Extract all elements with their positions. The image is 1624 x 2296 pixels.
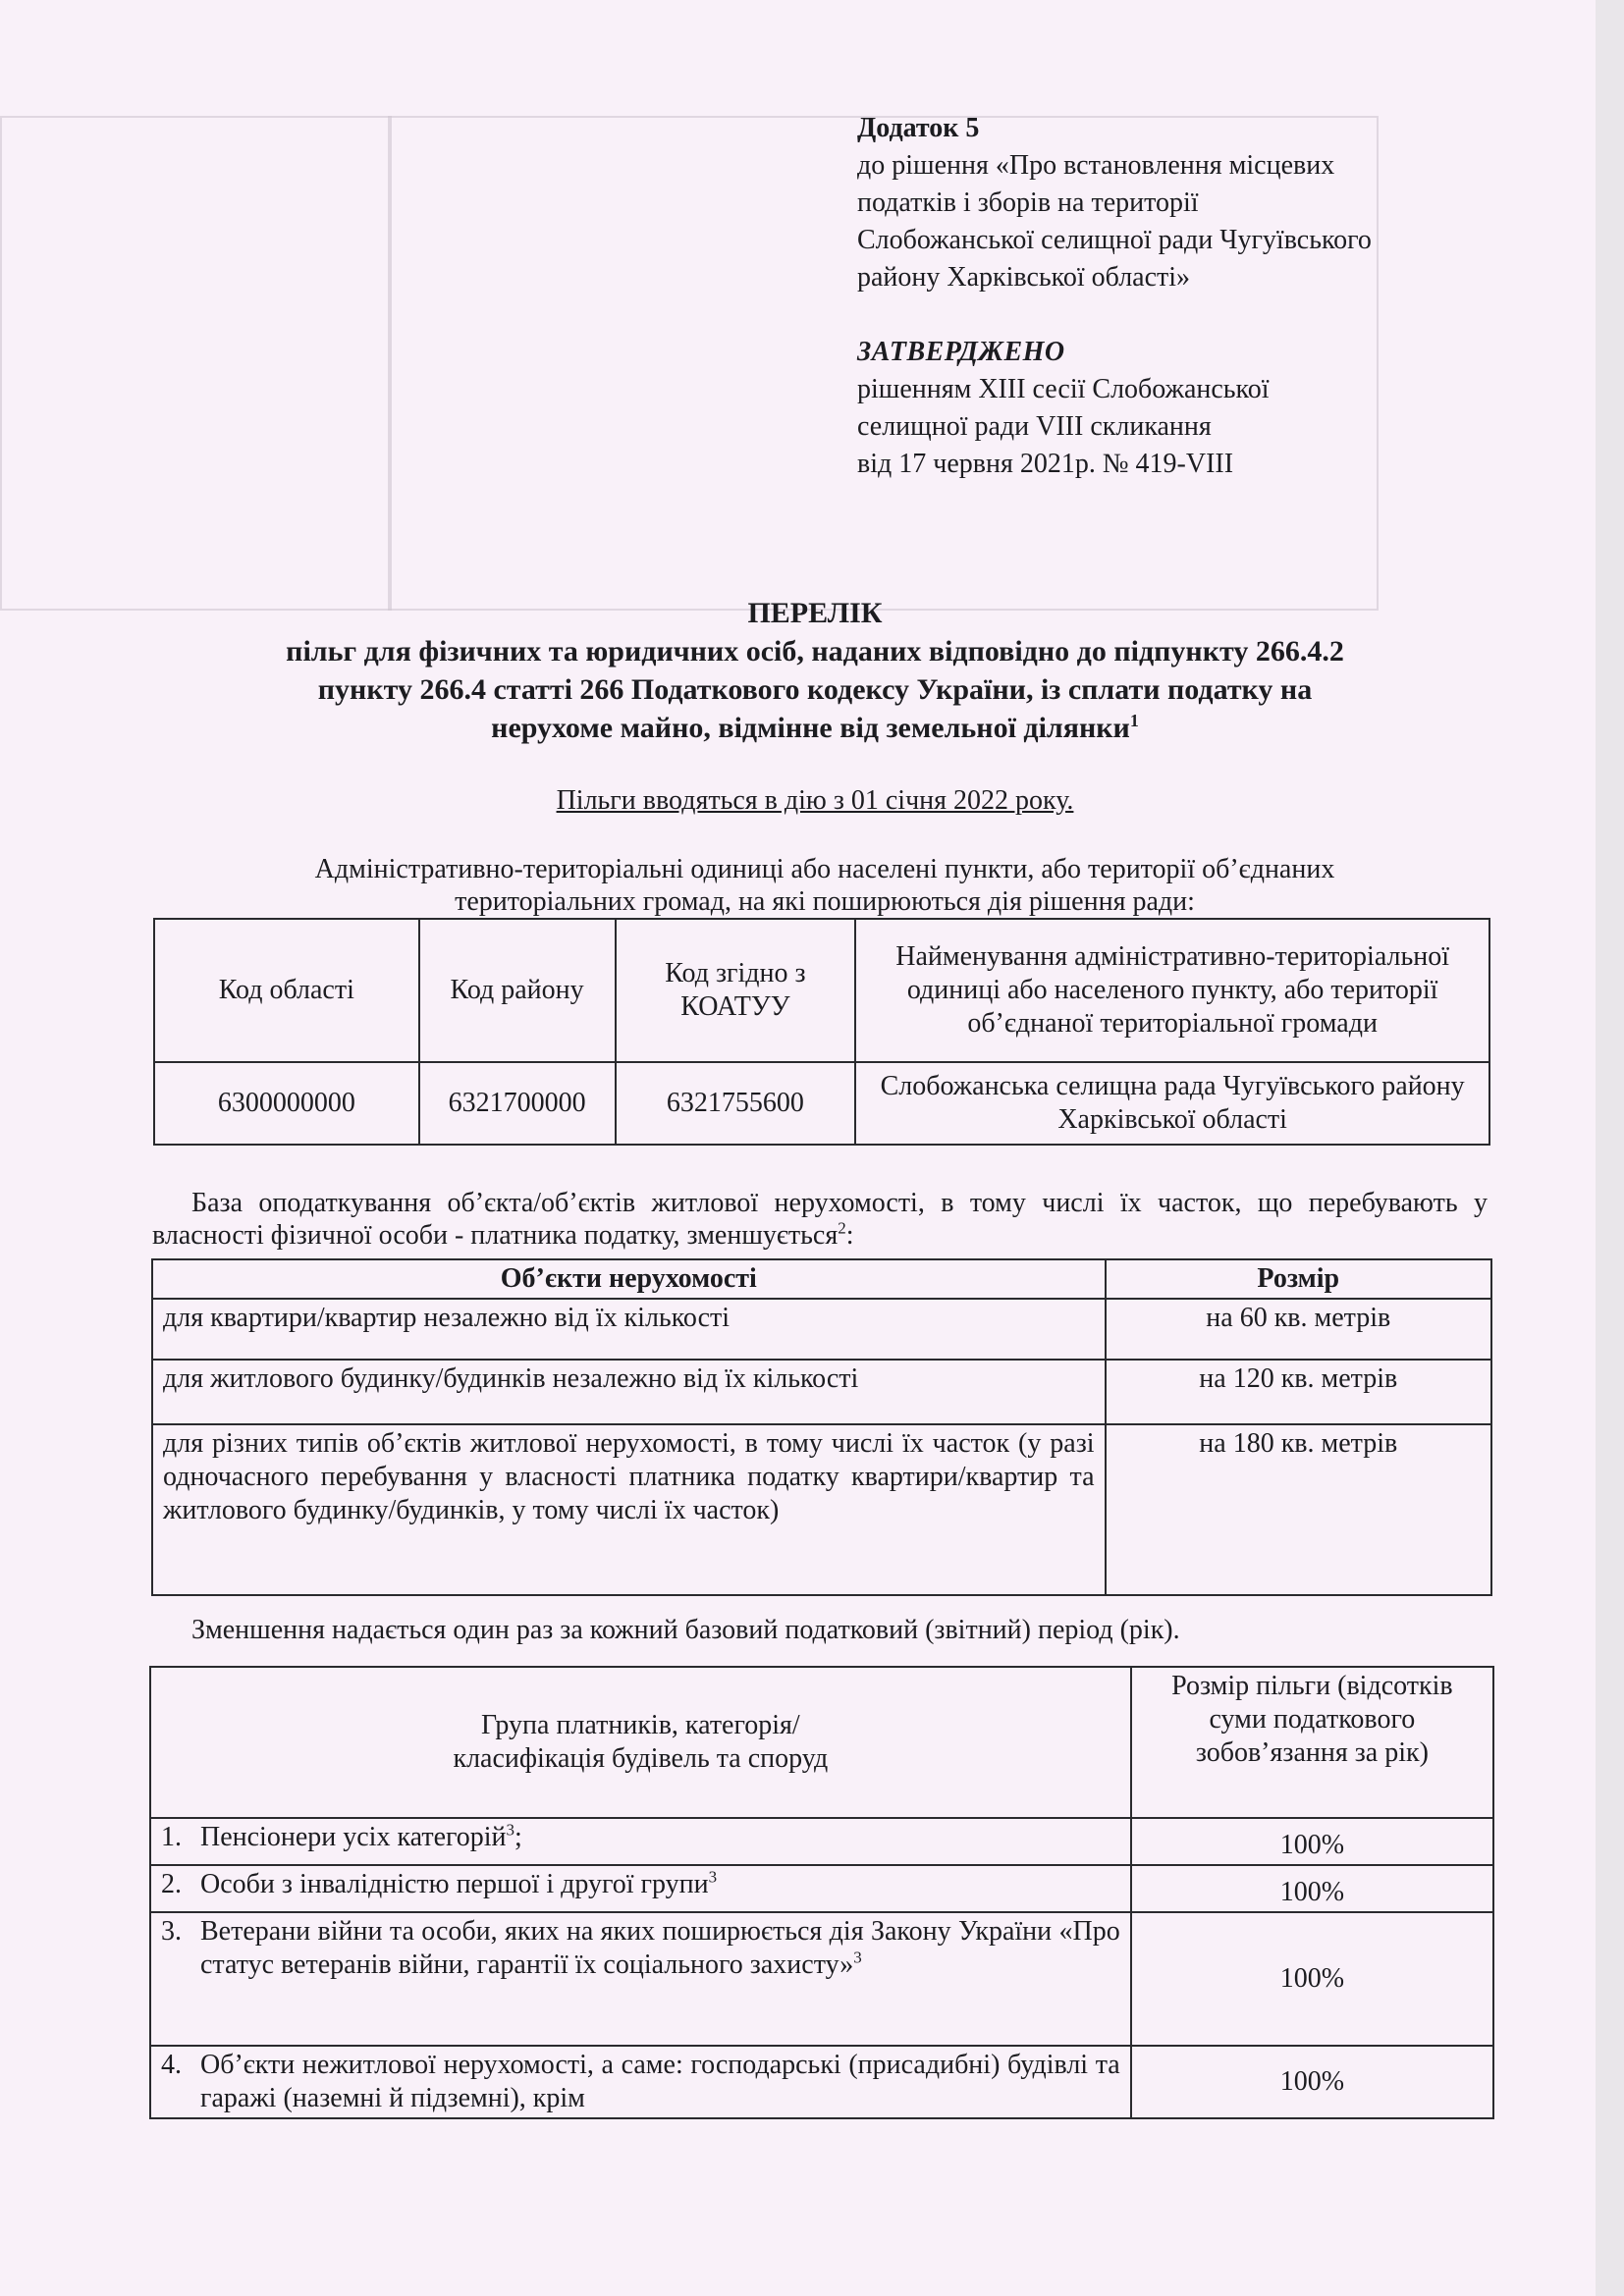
header-size: Розмір: [1106, 1259, 1491, 1299]
cell-benefit-size: 100%: [1131, 1912, 1493, 2046]
table-row: [152, 1424, 1491, 1595]
table-row: [150, 1912, 1493, 2046]
header-benefit-size: Розмір пільги (відсотків суми податкового зобов’язання за рік): [1131, 1667, 1493, 1818]
effective-date-note: Пільги вводяться в дію з 01 січня 2022 року.: [556, 785, 1074, 816]
cell-benefit-size: 100%: [1131, 1818, 1493, 1865]
table-header-row: [154, 919, 1489, 1062]
base-table: [151, 1258, 1492, 1596]
territory-table: [153, 918, 1490, 1146]
cell-region-code: 6300000000: [154, 1062, 419, 1145]
benefits-table: [149, 1666, 1494, 2119]
cell-size: на 120 кв. метрів: [1106, 1360, 1491, 1424]
header-district-code: Код району: [419, 919, 616, 1062]
table-header-row: [152, 1259, 1491, 1299]
cell-object: для різних типів об’єктів житлової нерухомості, в тому числі їх часток (у разі одночасного перебування у власності платника податку квартири/квартир та житлового будинку/будинків, у тому числі їх часток): [152, 1424, 1106, 1595]
decision-line: до рішення «Про встановлення місцевих: [857, 150, 1335, 181]
cell-object: для житлового будинку/будинків незалежно від їх кількості: [152, 1360, 1106, 1424]
table-row: [150, 1818, 1493, 1865]
title-line: пункту 266.4 статті 266 Податкового кодексу України, із сплати податку на: [317, 673, 1313, 706]
reduction-note: Зменшення надається один раз за кожний базовий податковий (звітний) період (рік).: [191, 1615, 1180, 1645]
cell-size: на 180 кв. метрів: [1106, 1424, 1491, 1595]
approved-line: рішенням XIII сесії Слобожанської: [857, 374, 1270, 404]
cell-size: на 60 кв. метрів: [1106, 1299, 1491, 1360]
approved-line: від 17 червня 2021р. № 419-VIII: [857, 449, 1234, 479]
header-unit-name: Найменування адміністративно-територіальної одиниці або населеного пункту, або території об’єднаної територіальної громади: [855, 919, 1489, 1062]
cell-payer-group: 4. Об’єкти нежитлової нерухомості, а саме: господарські (присадибні) будівлі та гаражі (наземні й підземні), крім: [150, 2046, 1131, 2118]
table-row: [154, 1062, 1489, 1145]
table-header-row: [150, 1667, 1493, 1818]
header-payer-group: Група платників, категорія/класифікація будівель та споруд: [150, 1667, 1131, 1818]
cell-object: для квартири/квартир незалежно від їх кількості: [152, 1299, 1106, 1360]
appendix-label: Додаток 5: [857, 113, 980, 143]
header-objects: Об’єкти нерухомості: [152, 1259, 1106, 1299]
base-intro: База оподаткування об’єкта/об’єктів житлової нерухомості, в тому числі їх часток, що перебувають у власності фізичної особи - платника податку, зменшується$^2$:: [152, 1188, 1488, 1251]
cell-payer-group: 1. Пенсіонери усіх категорій$^3$;: [150, 1818, 1131, 1865]
approval-block: [857, 110, 1486, 483]
cell-district-code: 6321700000: [419, 1062, 616, 1145]
approved-stamp-label: ЗАТВЕРДЖЕНО: [857, 337, 1065, 367]
scan-edge: [1596, 0, 1624, 2296]
header-koatuu-code: Код згідно з КОАТУУ: [616, 919, 856, 1062]
territory-intro: Адміністративно-територіальні одиниці або населені пункти, або території об’єднаних територіальних громад, на які поширюються дія рішення ради:: [314, 854, 1335, 917]
cell-payer-group: 3. Ветерани війни та особи, яких на яких поширюється дія Закону України «Про статус ветеранів війни, гарантії їх соціального захисту»$^3$: [150, 1912, 1131, 2046]
cell-payer-group: 2. Особи з інвалідністю першої і другої групи$^3$: [150, 1865, 1131, 1912]
title-heading: ПЕРЕЛІК: [747, 597, 883, 629]
footnote-mark: 1: [1129, 711, 1139, 730]
table-row: [152, 1360, 1491, 1424]
title-line: пільг для фізичних та юридичних осіб, наданих відповідно до підпункту 266.4.2: [286, 635, 1344, 667]
cell-benefit-size: 100%: [1131, 1865, 1493, 1912]
table-row: [150, 1865, 1493, 1912]
document-title: [128, 594, 1502, 747]
header-region-code: Код області: [154, 919, 419, 1062]
cell-koatuu-code: 6321755600: [616, 1062, 856, 1145]
decision-line: податків і зборів на території: [857, 187, 1199, 218]
cell-benefit-size: 100%: [1131, 2046, 1493, 2118]
decision-line: Слобожанської селищної ради Чугуївського: [857, 225, 1372, 255]
table-row: [150, 2046, 1493, 2118]
cell-unit-name: Слобожанська селищна рада Чугуївського району Харківської області: [855, 1062, 1489, 1145]
title-line-last: нерухоме майно, відмінне від земельної ділянки$^1$: [491, 711, 1139, 744]
bleed-through-table-col: [388, 116, 392, 611]
table-row: [152, 1299, 1491, 1360]
approved-line: селищної ради VIII скликання: [857, 411, 1212, 442]
decision-line: району Харківської області»: [857, 262, 1191, 293]
